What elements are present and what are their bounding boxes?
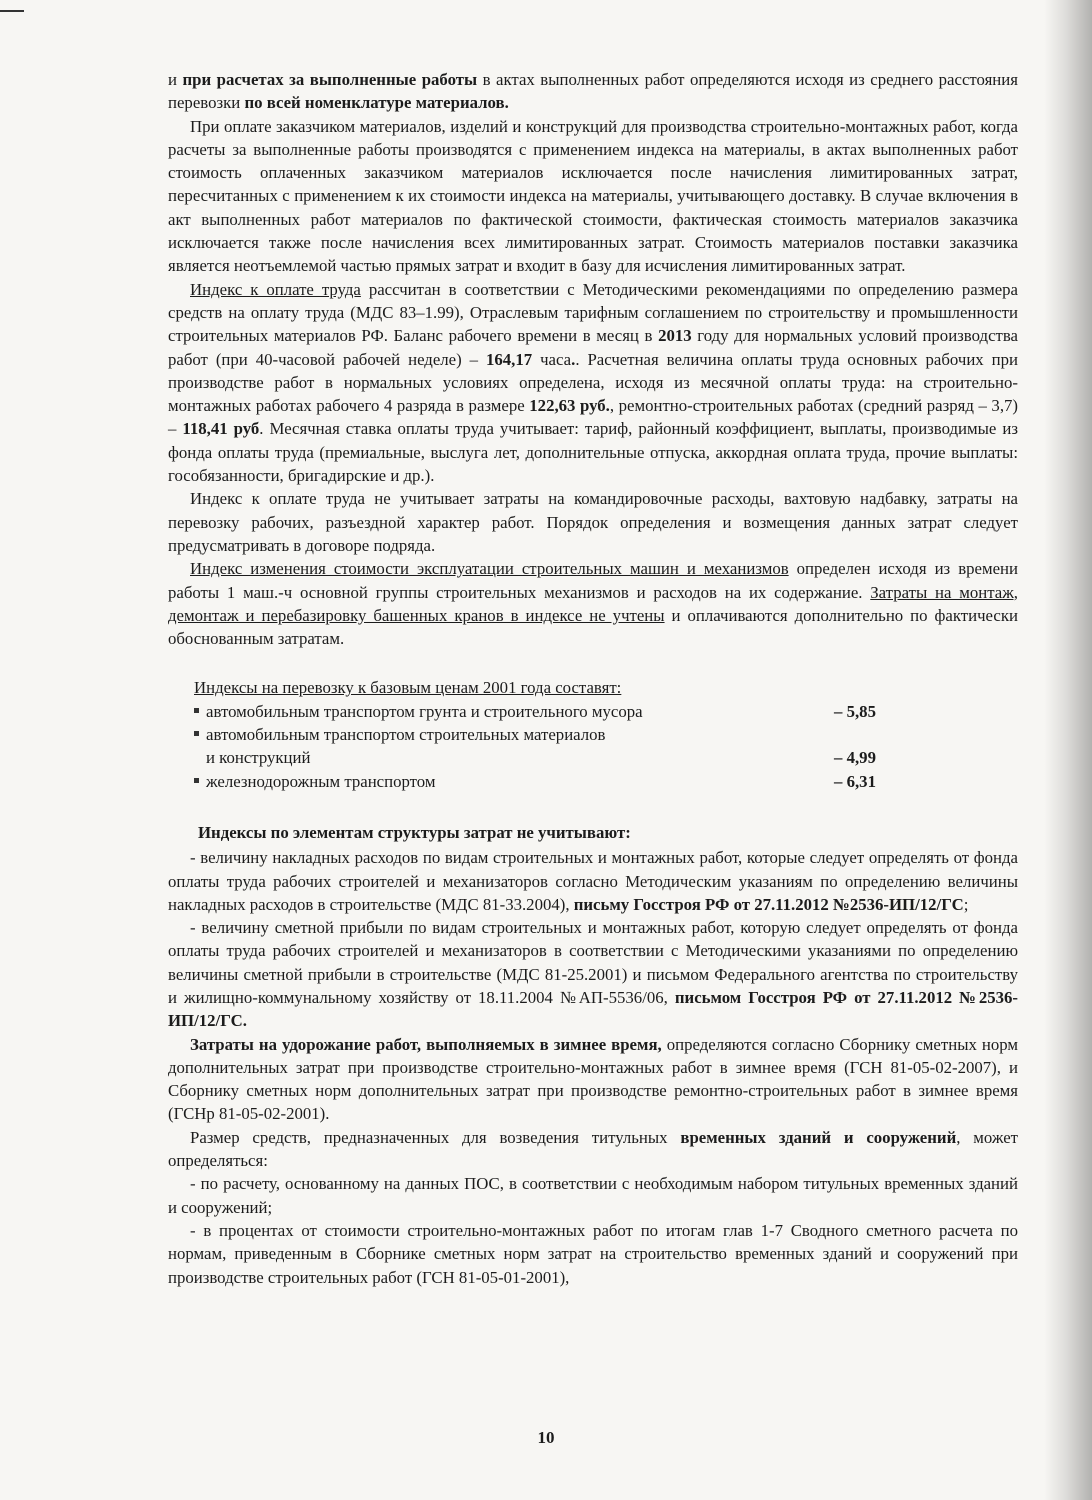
transport-index-row: автомобильным транспортом строительных материалов — [194, 723, 894, 746]
document-page — [168, 68, 1018, 1289]
transport-indexes-title: Индексы на перевозку к базовым ценам 2001 года составят: — [194, 678, 622, 698]
paragraph-customer-materials: При оплате заказчиком материалов, изделий и конструкций для производства строительно-монтажных работ, когда расчеты за выполненные работы производятся с применением индекса на материалы, в актах выполненных работ стоимость оплаченных заказчиком материалов исключается после начисления лимитированных затрат, пересчитанных с применением к их стоимости индекса на материалы, учитывающего доставку. В случае включения в акт выполненных работ материалов по фактической стоимости, фактическая стоимость материалов заказчика исключается также после начисления всех лимитированных затрат. Стоимость материалов поставки заказчика является неотъемлемой частью прямых затрат и входит в базу для исчисления лимитированных затрат. — [168, 116, 1018, 276]
paragraph-labor-index-exclusions: Индекс к оплате труда не учитывает затраты на командировочные расходы, вахтовую надбавку, затраты на перевозку рабочих, разъездной характер работ. Порядок определения и возмещения данных затрат следует предусматривать в договоре подряда. — [168, 489, 1018, 555]
paragraph-temporary-buildings: Размер средств, предназначенных для возведения титульных временных зданий и сооружений, может определяться: — [168, 1127, 1018, 1171]
scan-corner-mark — [0, 10, 24, 12]
bullet-icon — [194, 778, 199, 783]
transport-index-row: железнодорожным транспортом – 6,31 — [194, 770, 894, 793]
paragraph-labor-index: Индекс к оплате труда рассчитан в соответствии с Методическими рекомендациями по определению размера средств на оплату труда (МДС 83–1.99), Отраслевым тарифным соглашением по строительству и промышленности строительных материалов РФ. Баланс рабочего времени в месяц в 2013 году для нормальных условий производства работ (при 40-часовой рабочей неделе) – 164,17 часа.. Расчетная величина оплаты труда основных рабочих при производстве работ в нормальных условиях определена, исходя из месячной оплаты труда: на строительно-монтажных работах рабочего 4 разряда в размере 122,63 руб., ремонтно-строительных работах (средний разряд – 3,7) – 118,41 руб. Месячная ставка оплаты труда учитывает: тариф, районный коэффициент, выплаты, производимые из фонда оплаты труда (премиальные, выслуга лет, дополнительные отпуска, аккордная оплата труда, прочие выплаты: гособязанности, бригадирские и др.). — [168, 279, 1018, 486]
transport-index-row-continued: и конструкций – 4,99 — [206, 748, 876, 768]
transport-index-row: автомобильным транспортом грунта и строительного мусора – 5,85 — [194, 700, 894, 723]
paragraph-winter-costs: Затраты на удорожание работ, выполняемых в зимнее время, определяются согласно Сборнику сметных норм дополнительных затрат при производстве строительно-монтажных работ в зимнее время (ГСН 81-05-02-2007), и Сборнику сметных норм дополнительных затрат при производстве ремонтно-строительных работ в зимнее время (ГСНр 81-05-02-2001). — [168, 1034, 1018, 1124]
paragraph-machinery-index: Индекс изменения стоимости эксплуатации строительных машин и механизмов определен исходя из времени работы 1 маш.-ч основной группы строительных механизмов и расходов на их содержание. Затраты на монтаж, демонтаж и перебазировку башенных кранов в индексе не учтены и оплачиваются дополнительно по фактически обоснованным затратам. — [168, 559, 1018, 649]
page-number: 10 — [537, 1428, 555, 1447]
paragraph-estimated-profit: - величину сметной прибыли по видам строительных и монтажных работ, которую следует определять от фонда оплаты труда рабочих строителей и механизаторов в соответствии с Методическими указаниями по определению величины сметной прибыли в строительстве (МДС 81-25.2001) и письмом Федерального агентства по строительству и жилищно-коммунальному хозяйству от 18.11.2004 №АП-5536/06, письмом Госстроя РФ от 27.11.2012 №2536-ИП/12/ГС. — [168, 918, 1018, 1031]
section-heading-not-included: Индексы по элементам структуры затрат не учитывают: — [198, 822, 631, 842]
paragraph-materials-distance: и при расчетах за выполненные работы в актах выполненных работ определяются исходя из среднего расстояния перевозки по всей номенклатуре материалов. — [168, 70, 1018, 113]
paragraph-percent-of-costs: - в процентах от стоимости строительно-монтажных работ по итогам глав 1-7 Сводного сметного расчета по нормам, приведенным в Сборнике сметных норм затрат на строительство временных зданий и сооружений при производстве строительных работ (ГСН 81-05-01-2001), — [168, 1220, 1018, 1287]
paragraph-pos-calculation: - по расчету, основанному на данных ПОС, в соответствии с необходимым набором титульных временных зданий и сооружений; — [168, 1174, 1018, 1217]
bullet-icon — [194, 731, 199, 736]
scan-edge-shadow — [1044, 0, 1092, 1500]
bullet-icon — [194, 708, 199, 713]
paragraph-overhead-costs: - величину накладных расходов по видам строительных и монтажных работ, которые следует определять от фонда оплаты труда рабочих строителей и механизаторов согласно Методическим указаниям по определению величины накладных расходов в строительстве (МДС 81-33.2004), письму Госстроя РФ от 27.11.2012 №2536-ИП/12/ГС; — [168, 848, 1018, 914]
